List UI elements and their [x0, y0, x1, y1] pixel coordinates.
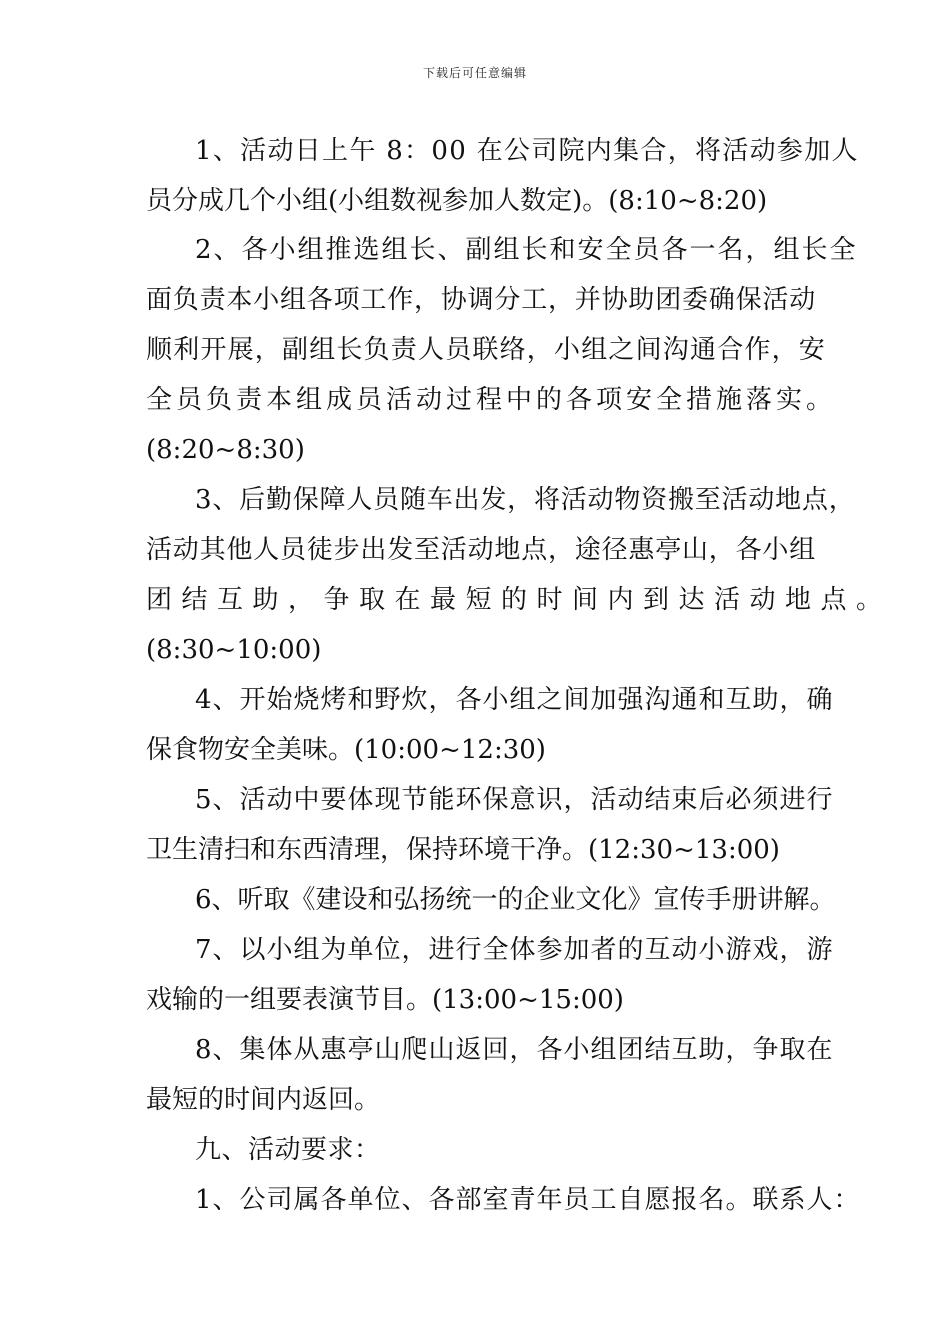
text-line: 1、公司属各单位、各部室青年员工自愿报名。联系人： — [195, 1185, 861, 1215]
text-line: 7、以小组为单位，进行全体参加者的互动小游戏，游 — [195, 935, 834, 965]
text-line: 最短的时间内返回。 — [146, 1085, 381, 1115]
text-line: 戏输的一组要表演节目。(13:00~15:00) — [146, 985, 624, 1015]
text-line: 2、各小组推选组长、副组长和安全员各一名，组长全 — [195, 235, 858, 265]
text-line: 活动其他人员徒步出发至活动地点，途径惠亭山，各小组 — [146, 535, 817, 565]
text-line: 3、后勤保障人员随车出发，将活动物资搬至活动地点， — [195, 485, 856, 515]
text-line: 1、活动日上午 8：00 在公司院内集合，将活动参加人 — [195, 136, 859, 166]
text-line: 员分成几个小组(小组数视参加人数定)。(8:10~8:20) — [146, 186, 768, 216]
page-header: 下载后可任意编辑 — [422, 66, 527, 80]
text-line: (8:20~8:30) — [146, 435, 305, 465]
text-line: 5、活动中要体现节能环保意识，活动结束后必须进行 — [195, 785, 834, 815]
text-line: 面负责本小组各项工作，协调分工，并协助团委确保活动 — [146, 285, 817, 315]
text-line: 顺利开展，副组长负责人员联络，小组之间沟通合作，安 — [146, 335, 827, 365]
text-line: 6、听取《建设和弘扬统一的企业文化》宣传手册讲解。 — [195, 885, 836, 915]
text-line: 九、活动要求： — [195, 1135, 381, 1165]
text-line: 卫生清扫和东西清理，保持环境干净。(12:30~13:00) — [146, 835, 780, 865]
text-line: 保食物安全美味。(10:00~12:30) — [146, 735, 546, 765]
text-line: 团结互助，争取在最短的时间内到达活动地点。 — [146, 585, 892, 615]
text-line: 全员负责本组成员活动过程中的各项安全措施落实。 — [146, 385, 837, 415]
text-line: 4、开始烧烤和野炊，各小组之间加强沟通和互助，确 — [195, 685, 834, 715]
text-line: (8:30~10:00) — [146, 635, 322, 665]
text-line: 8、集体从惠亭山爬山返回，各小组团结互助，争取在 — [195, 1035, 834, 1065]
